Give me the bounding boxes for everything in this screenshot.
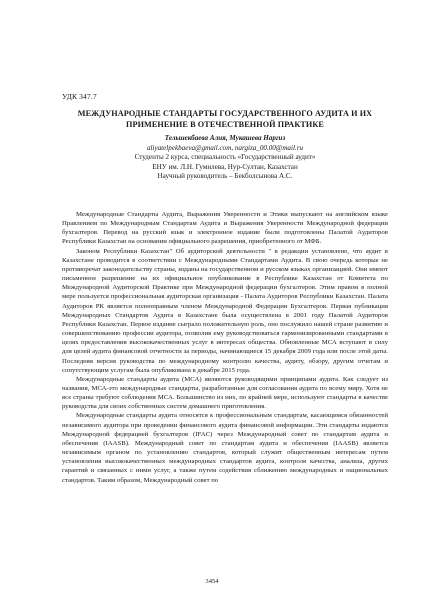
paragraph: Международные стандарты аудита относятся к профессиональным стандартам, касающимся обязанностей независимого аудитора при проведении финансового аудита финансовой информации. Эти стандарты издаются Международной федерацией бухгалтеров (IFAC) через Международный совет по стандартам аудита и обеспечения (IAASB). Международный совет по стандартам аудита и обеспечения (IAASB) является независимым органом по установлению стандартов, который служит общественным интересам путем установления высококачественных международных стандартов аудита, контроля качества, анализа, других гарантий и связанных с ними услуг, а также путем содействия сближению международных и национальных стандартов. Таким образом, Международный совет по [62, 412, 388, 484]
page-number: 3454 [205, 578, 219, 585]
paragraph: Законом Республики Казахстан" Об аудиторской деятельности " в редакции установлено, что аудит в Казахстане проводится в соответствии с Международными Стандартами Аудита. В свою очередь которые не противоречат законодательству страны, изданы на государственном и русском языках организацией. Они имеют письменное разрешение на их официальное опубликование в Республике Казахстан от Комитета по Международной Аудиторской Практике при Международной федерации бухгалтеров. Этим правом в полной мере пользуется профессиональная аудиторская организация - Палата Аудиторов Республики Казахстан. Палата Аудиторов РК является полноправным членом Международной Федерации Бухгалтеров. Первая публикация Международных Стандартов Аудита в Казахстане была осуществлена в 2001 году Палатой Аудиторов Республики Казахстан. Первое издание сыграло положительную роль, оно послужило нашей стране развитию и совершенствованию профессии аудитора, позволив ему руководствоваться гармонизированными стандартами в целях предоставления высококачественных услуг в интересах общества. Обновленные МСА вступают в силу для целей аудита финансовой отчетности за периоды, начинающиеся 15 декабря 2009 года или после этой даты. Последняя версия руководства по международному контролю качества, аудиту, обзору, другим отчетам и сопутствующим услугам была опубликована в декабре 2015 года. [62, 247, 388, 374]
author-affiliation-students: Студенты 2 курса, специальность «Государственный аудит» [134, 153, 316, 162]
author-emails: aliyatelpekbaeva@gmail.com, nargiza_00.00@mail.ru [146, 143, 304, 152]
paragraph: Международные Стандарты Аудита, Выражения Уверенности и Этики выпускают на английском языке Правлением по Международным Стандартам Аудита и Выражения Уверенности Международной федерации бухгалтеров. Перевод на русский язык и электронное издание были подготовлены Палатой Аудиторов Республики Казахстан на основании официального разрешения, приобретенного от МФБ. [62, 211, 388, 246]
body-text [62, 210, 388, 485]
paper-title: МЕЖДУНАРОДНЫЕ СТАНДАРТЫ ГОСУДАРСТВЕННОГО АУДИТА И ИХ ПРИМЕНЕНИЕ В ОТЕЧЕСТВЕННОЙ ПРАКТИКЕ [77, 109, 373, 129]
author-names: Тельшекбаева Алия, Мукашева Наргиз [164, 134, 286, 142]
author-affiliation-university: ЕНУ им. Л.Н. Гумилева, Нур-Султан, Казахстан [152, 162, 298, 171]
scientific-supervisor: Научный руководитель – Бекболсынова А.С. [157, 172, 293, 181]
author-block [62, 134, 388, 182]
udc-code: УДК 347.7 [62, 92, 97, 101]
paragraph: Международные стандарты аудита (МСА) являются руководящими принципами аудита. Как следует из названия, МСА-это международные стандарты, разработанные для согласования аудита по всему миру. Хотя не все страны требуют соблюдения МСА. Большинство из них, по крайней мере, используют стандарты в качестве руководства для своих собственных систем домашнего приготовления. [62, 375, 388, 411]
